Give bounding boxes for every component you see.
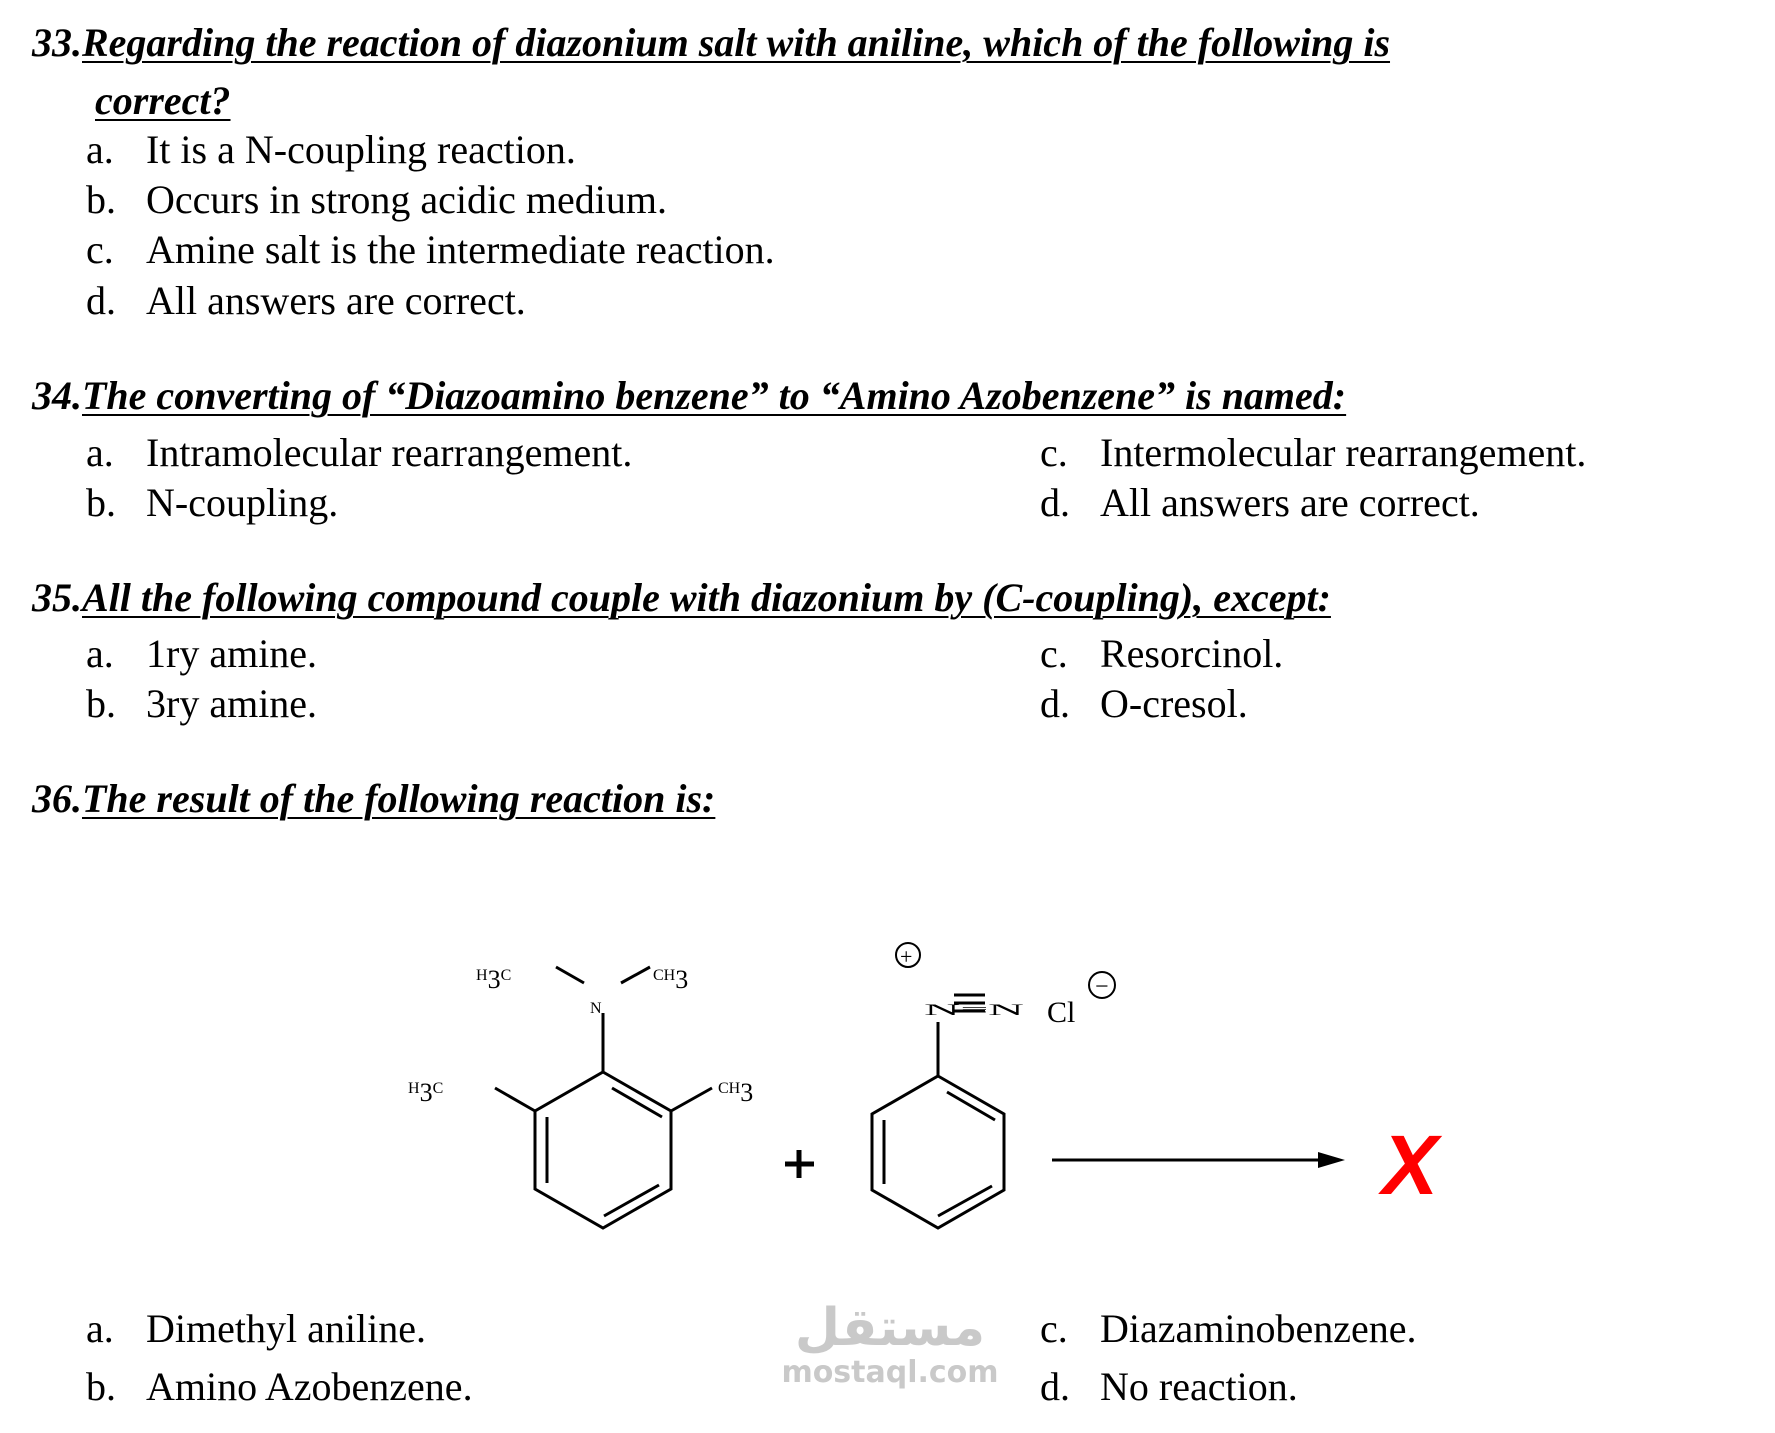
watermark bbox=[770, 1300, 1010, 1390]
ring-methyl-right-label: CH3 bbox=[718, 1078, 754, 1107]
q34-option-c[interactable]: c. Intermolecular rearrangement. bbox=[1040, 430, 1587, 475]
reaction-scheme bbox=[0, 920, 1775, 1250]
q36-title-text: The result of the following reaction is: bbox=[82, 776, 716, 821]
q34-option-a[interactable]: a. Intramolecular rearrangement. bbox=[86, 430, 633, 475]
q35-title-text: All the following compound couple with diazonium by (C-coupling), except: bbox=[82, 575, 1331, 620]
q33-number: 33. bbox=[32, 20, 82, 65]
watermark-arabic: مستقل bbox=[794, 1298, 986, 1358]
negative-charge-sign: − bbox=[1095, 974, 1109, 1000]
q35-title bbox=[32, 569, 1331, 627]
q35-option-b[interactable]: b. 3ry amine. bbox=[86, 681, 318, 726]
counter-ion-label: Cl bbox=[1047, 996, 1076, 1029]
watermark-latin: mostaql.com bbox=[781, 1355, 999, 1390]
q33-option-c[interactable]: c. Amine salt is the intermediate reaction. bbox=[86, 227, 775, 272]
n-methyl-left-label: H3C bbox=[476, 965, 512, 994]
q35-option-a[interactable]: a. 1ry amine. bbox=[86, 631, 318, 676]
q36-option-b[interactable]: b. Amino Azobenzene. bbox=[86, 1364, 473, 1409]
positive-charge-sign: + bbox=[900, 944, 913, 969]
q36-option-d[interactable]: d. No reaction. bbox=[1040, 1364, 1298, 1409]
q34-option-b[interactable]: b. N-coupling. bbox=[86, 480, 339, 525]
aniline-ring bbox=[535, 1072, 671, 1228]
result-mark: X bbox=[1382, 1118, 1439, 1212]
q33-option-b[interactable]: b. Occurs in strong acidic medium. bbox=[86, 177, 667, 222]
q33-title-line2: correct? bbox=[95, 78, 231, 123]
q34-option-d[interactable]: d. All answers are correct. bbox=[1040, 480, 1480, 525]
q36-option-a[interactable]: a. Dimethyl aniline. bbox=[86, 1306, 426, 1351]
q35-option-d[interactable]: d. O-cresol. bbox=[1040, 681, 1248, 726]
ring-methyl-right-bond bbox=[671, 1088, 712, 1111]
nitrogen-label: N bbox=[590, 1000, 602, 1017]
q36-title bbox=[32, 770, 715, 828]
q35-option-c[interactable]: c. Resorcinol. bbox=[1040, 631, 1284, 676]
ring-methyl-left-bond bbox=[495, 1088, 535, 1111]
q33-title-line1: Regarding the reaction of diazonium salt with aniline, which of the following is bbox=[82, 20, 1391, 65]
q33-title bbox=[32, 14, 1612, 130]
diazonium-label: N≡N bbox=[924, 1002, 1026, 1019]
q35-number: 35. bbox=[32, 575, 82, 620]
q36-number: 36. bbox=[32, 776, 82, 821]
reaction-arrow-head bbox=[1318, 1152, 1345, 1168]
q33-option-d[interactable]: d. All answers are correct. bbox=[86, 278, 526, 323]
n-methyl-right-bond bbox=[621, 967, 650, 983]
q33-option-a[interactable]: a. It is a N-coupling reaction. bbox=[86, 127, 576, 172]
q34-number: 34. bbox=[32, 373, 82, 418]
q34-title bbox=[32, 367, 1346, 425]
ring-methyl-left-label: H3C bbox=[408, 1078, 444, 1107]
n-methyl-left-bond bbox=[556, 967, 584, 983]
benzenediazonium-ring bbox=[872, 1076, 1004, 1228]
q36-option-c[interactable]: c. Diazaminobenzene. bbox=[1040, 1306, 1417, 1351]
q34-title-text: The converting of “Diazoamino benzene” to “Amino Azobenzene” is named: bbox=[82, 373, 1347, 418]
n-methyl-right-label: CH3 bbox=[653, 965, 689, 994]
